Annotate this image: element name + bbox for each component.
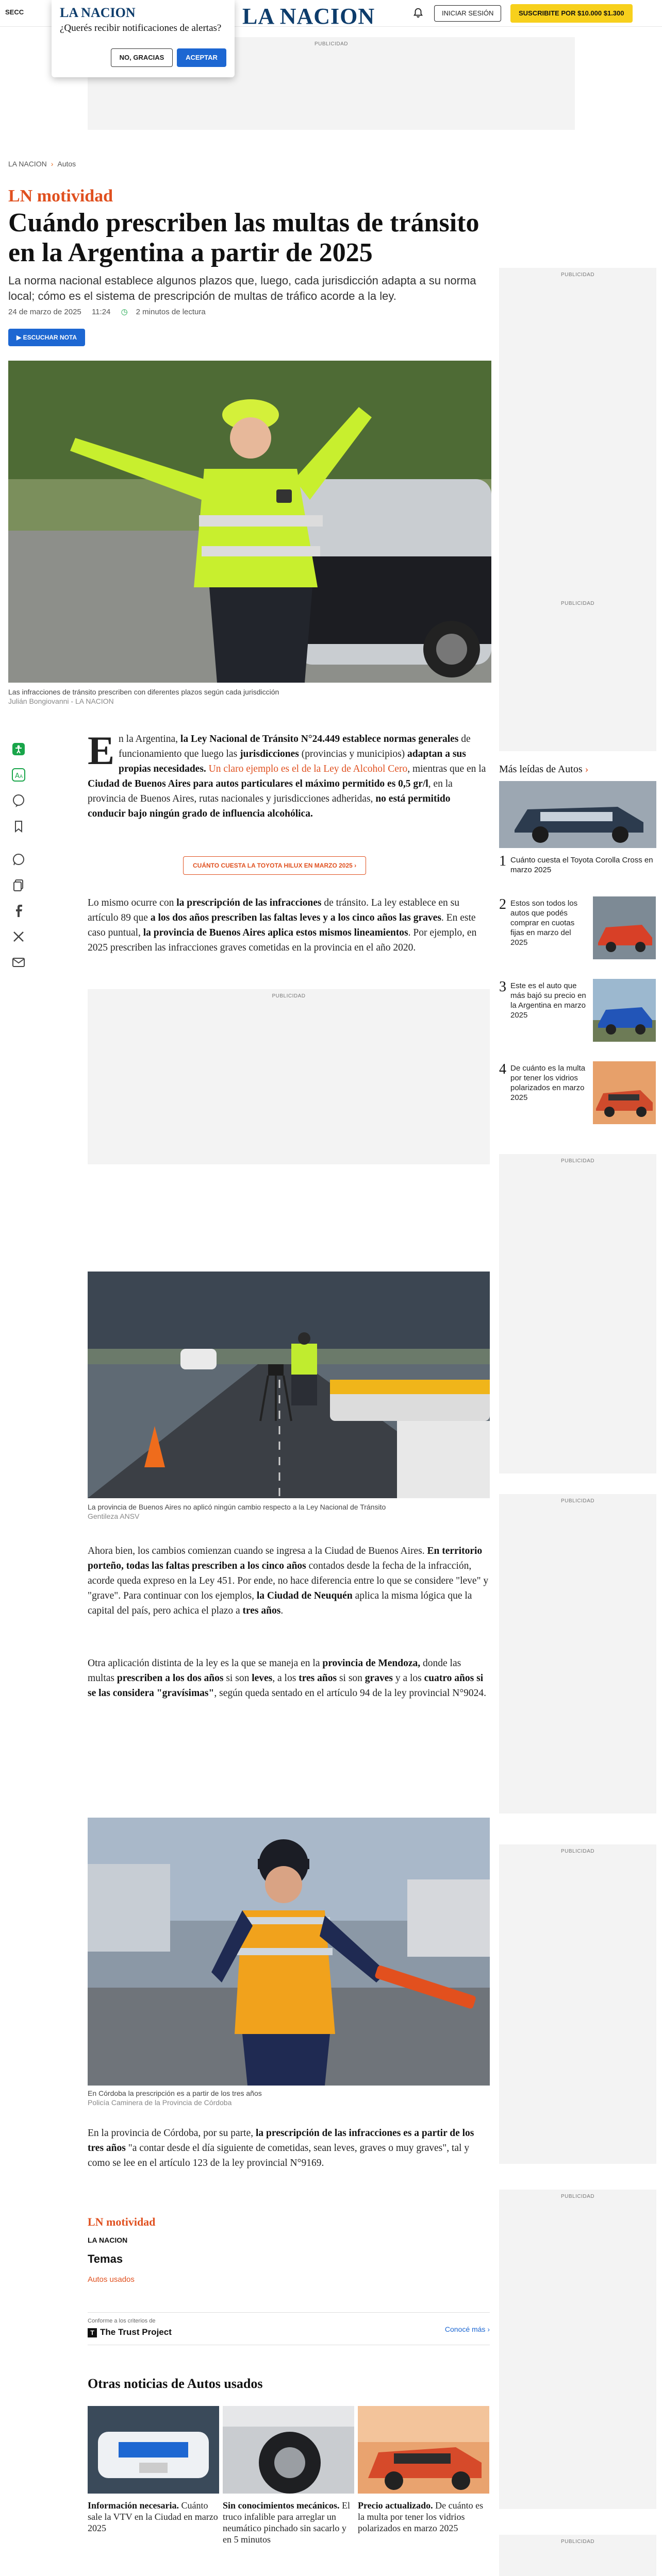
card-bold: Información necesaria. bbox=[88, 2500, 179, 2511]
card-rest: Cuánto sale la VTV en la Ciudad en marzo 2025 bbox=[88, 2500, 218, 2533]
notification-logo: LA NACION bbox=[60, 5, 136, 20]
rank-text: Este es el auto que más bajó su precio en la Argentina en marzo 2025 bbox=[510, 981, 586, 1020]
traffic-officer-image bbox=[8, 361, 491, 683]
svg-text:A: A bbox=[20, 774, 23, 779]
bold-text: la Ley Nacional de Tránsito N°24.449 establece normas generales bbox=[180, 734, 459, 744]
bold-text: graves bbox=[365, 1673, 393, 1684]
ad-label: PUBLICIDAD bbox=[560, 601, 594, 606]
accept-notifications-button[interactable]: ACEPTAR bbox=[177, 48, 226, 67]
notification-question: ¿Querés recibir notificaciones de alertas? bbox=[60, 23, 222, 33]
bold-text: no está permitido conducir bajo ningún grado de influencia alcohólica. bbox=[88, 793, 451, 819]
rank-number: 2 bbox=[499, 896, 506, 912]
bell-icon[interactable] bbox=[412, 7, 424, 19]
paragraph-3 bbox=[88, 1544, 490, 1618]
footer-section-logo[interactable]: LN motividad bbox=[88, 2215, 156, 2228]
ad-sidebar-5[interactable] bbox=[499, 1844, 656, 2164]
card-rest: De cuánto es la multa por tener los vidrios polarizados en marzo 2025 bbox=[358, 2500, 484, 2533]
text: . En este caso puntual, bbox=[88, 912, 476, 938]
cordoba-officer-image bbox=[88, 1818, 490, 2086]
rank-number: 4 bbox=[499, 1061, 506, 1077]
text: . bbox=[280, 1605, 284, 1616]
accessibility-icon[interactable] bbox=[11, 742, 26, 756]
article-meta bbox=[8, 307, 214, 316]
ad-label: PUBLICIDAD bbox=[560, 1498, 594, 1504]
paragraph-2 bbox=[88, 895, 490, 955]
notification-prompt bbox=[52, 0, 235, 77]
text: si son bbox=[223, 1673, 252, 1684]
card-text bbox=[223, 2500, 354, 2545]
ad-label: PUBLICIDAD bbox=[560, 2194, 594, 2199]
bold-text: tres años bbox=[242, 1605, 281, 1616]
breadcrumb bbox=[8, 160, 76, 168]
x-twitter-icon[interactable] bbox=[11, 929, 26, 944]
bold-text: provincia de Mendoza, bbox=[322, 1658, 421, 1669]
trust-icon: T bbox=[88, 2328, 97, 2337]
bold-text: la prescripción de las infracciones es a partir de los tres años bbox=[88, 2128, 474, 2154]
bold-text: a los dos años prescriben las faltas leves y a los cinco años las graves bbox=[150, 912, 441, 923]
most-read-title[interactable] bbox=[499, 764, 588, 775]
text: de funcionamiento que luego las bbox=[119, 734, 471, 759]
news-card[interactable] bbox=[223, 2406, 354, 2545]
topic-link[interactable]: Autos usados bbox=[88, 2275, 135, 2284]
reading-time: 2 minutos de lectura bbox=[136, 308, 206, 316]
text: , a los bbox=[272, 1673, 299, 1684]
ad-label: PUBLICIDAD bbox=[560, 1158, 594, 1164]
bold-text: la Ciudad de Neuquén bbox=[256, 1590, 353, 1601]
topics-title: Temas bbox=[88, 2252, 123, 2265]
rank-thumbnail bbox=[593, 1061, 656, 1124]
text: de tránsito. La ley establece en su artículo 89 que bbox=[88, 897, 459, 923]
listen-article-button[interactable] bbox=[8, 329, 85, 346]
most-read-item[interactable] bbox=[499, 979, 656, 1046]
comments-icon[interactable] bbox=[11, 793, 26, 808]
trust-project-box bbox=[88, 2312, 490, 2345]
rank-text: Cuánto cuesta el Toyota Corolla Cross en marzo 2025 bbox=[510, 856, 653, 874]
article-time: 11:24 bbox=[91, 308, 111, 316]
radar-photo[interactable] bbox=[88, 1272, 490, 1498]
play-icon: ▶ bbox=[16, 334, 23, 341]
card-image bbox=[88, 2406, 219, 2494]
trust-name: The Trust Project bbox=[100, 2327, 172, 2337]
most-read-featured[interactable] bbox=[499, 781, 656, 910]
caption-credit: Julián Bongiovanni - LA NACION bbox=[8, 697, 114, 705]
bold-text: jurisdicciones bbox=[240, 749, 299, 759]
bold-text: En territorio porteño, todas las faltas prescriben a los cinco años bbox=[88, 1546, 483, 1571]
ad-sidebar-2[interactable] bbox=[499, 597, 656, 751]
rail-divider bbox=[11, 845, 27, 852]
login-button[interactable]: INICIAR SESIÓN bbox=[434, 5, 501, 22]
ad-label: PUBLICIDAD bbox=[272, 993, 306, 999]
clock-icon: ◷ bbox=[121, 308, 128, 316]
bold-text: la provincia de Buenos Aires aplica estos mismos lineamientos bbox=[143, 927, 408, 938]
facebook-icon[interactable] bbox=[11, 904, 26, 918]
svg-text:A: A bbox=[15, 772, 20, 780]
ad-sidebar-7[interactable] bbox=[499, 2535, 656, 2576]
main-photo[interactable] bbox=[8, 361, 491, 683]
bold-text: cuatro años si se las considera "gravísimas" bbox=[88, 1673, 484, 1699]
dropcap: E bbox=[88, 728, 115, 773]
caption-credit: Gentileza ANSV bbox=[88, 1512, 140, 1520]
bold-text: prescriben a los dos años bbox=[117, 1673, 224, 1684]
decline-notifications-button[interactable]: NO, GRACIAS bbox=[111, 48, 173, 67]
main-photo-caption bbox=[8, 687, 491, 706]
ad-sidebar-6[interactable] bbox=[499, 2190, 656, 2509]
bookmark-icon[interactable] bbox=[11, 819, 26, 834]
breadcrumb-section[interactable]: Autos bbox=[57, 160, 76, 168]
trust-project-logo bbox=[88, 2327, 172, 2337]
ad-label: PUBLICIDAD bbox=[560, 1849, 594, 1854]
chevron-right-icon: › bbox=[585, 764, 589, 775]
listen-label: ESCUCHAR NOTA bbox=[23, 334, 77, 341]
section-name: motividad bbox=[37, 187, 113, 206]
card-bold: Precio actualizado. bbox=[358, 2500, 433, 2511]
article-date: 24 de marzo de 2025 bbox=[8, 308, 81, 316]
ad-label: PUBLICIDAD bbox=[560, 272, 594, 278]
cordoba-photo[interactable] bbox=[88, 1818, 490, 2086]
card-text bbox=[88, 2500, 219, 2534]
card-rest: El truco infalible para arreglar un neumático pinchado sin sacarlo y en 5 minutos bbox=[223, 2500, 350, 2545]
other-news-title: Otras noticias de Autos usados bbox=[88, 2376, 263, 2391]
text: Otra aplicación distinta de la ley es la que se maneja en la bbox=[88, 1658, 323, 1669]
rank-thumbnail bbox=[593, 896, 656, 959]
featured-car-image bbox=[499, 781, 656, 848]
text: aplica la misma lógica que la capital del país, pero achica el plazo a bbox=[88, 1590, 472, 1616]
ad-sidebar-1[interactable] bbox=[499, 268, 656, 598]
rank-number: 3 bbox=[499, 979, 506, 995]
text: , mientras que en la bbox=[407, 764, 486, 774]
text: . Por ejemplo, en 2025 prescriben las infracciones graves cometidas en la provincia en el año 2020. bbox=[88, 927, 477, 953]
rank-text: De cuánto es la multa por tener los vidrios polarizados en marzo 2025 bbox=[510, 1064, 586, 1102]
radar-photo-caption bbox=[88, 1502, 490, 1521]
text: (provincias y municipios) bbox=[299, 749, 408, 759]
cordoba-photo-caption bbox=[88, 2089, 490, 2107]
paragraph-1 bbox=[88, 728, 490, 821]
bold-text: leves bbox=[252, 1673, 273, 1684]
trust-criteria-text: Conforme a los criterios de bbox=[88, 2318, 156, 2324]
text: si son bbox=[337, 1673, 365, 1684]
sections-menu-button[interactable]: SECC bbox=[5, 8, 24, 16]
ad-sidebar-3[interactable] bbox=[499, 1154, 656, 1473]
rank-number: 1 bbox=[499, 853, 506, 869]
speed-radar-image bbox=[88, 1272, 490, 1498]
text: Ahora bien, los cambios comienzan cuando se ingresa a la Ciudad de Buenos Aires. bbox=[88, 1546, 427, 1556]
caption-text: Las infracciones de tránsito prescriben con diferentes plazos según cada jurisdicción bbox=[8, 688, 279, 696]
most-read-item[interactable] bbox=[499, 1061, 656, 1128]
section-logo[interactable] bbox=[8, 187, 113, 206]
most-read-label: Más leídas de Autos bbox=[499, 764, 583, 775]
alcohol-law-link[interactable]: Un claro ejemplo es el de la Ley de Alcohol Cero bbox=[206, 764, 408, 774]
article-lead: La norma nacional establece algunos plazos que, luego, cada jurisdicción adapta a su norma local; cómo es el sistema de prescripción de multas de tráfico acorde a la ley. bbox=[8, 274, 476, 302]
breadcrumb-separator: › bbox=[51, 160, 54, 168]
site-logo[interactable]: LA NACION bbox=[242, 4, 375, 29]
caption-credit: Policía Caminera de la Provincia de Córdoba bbox=[88, 2098, 232, 2107]
ad-sidebar-4[interactable] bbox=[499, 1494, 656, 1814]
bold-text: la prescripción de las infracciones bbox=[176, 897, 322, 908]
text-size-icon[interactable] bbox=[11, 768, 26, 782]
text: n la Argentina, bbox=[119, 734, 180, 744]
ad-label: PUBLICIDAD bbox=[560, 2539, 594, 2545]
text: donde las multas bbox=[88, 1658, 461, 1684]
text: En la provincia de Córdoba, por su parte, bbox=[88, 2128, 256, 2139]
rank-text: Estos son todos los autos que podés comprar en cuotas fijas en marzo del 2025 bbox=[510, 899, 578, 947]
caption-text: La provincia de Buenos Aires no aplicó ningún cambio respecto a la Ley Nacional de Tránsito bbox=[88, 1503, 386, 1511]
most-read-item[interactable] bbox=[499, 896, 656, 963]
text: , según queda sentado en el artículo 94 de la ley provincial N°9024. bbox=[214, 1688, 487, 1699]
author-label[interactable]: LA NACION bbox=[88, 2236, 128, 2244]
text: "a contar desde el día siguiente de cometidas, sean leves, graves o muy graves", tal y como se lee en el artículo 123 de la ley provincial N°9169. bbox=[88, 2143, 470, 2168]
copy-link-icon[interactable] bbox=[11, 878, 26, 892]
article-headline: Cuándo prescriben las multas de tránsito en la Argentina a partir de 2025 bbox=[8, 208, 479, 267]
news-card[interactable] bbox=[88, 2406, 219, 2534]
card-bold: Sin conocimientos mecánicos. bbox=[223, 2500, 340, 2511]
ad-inline-1[interactable] bbox=[88, 989, 490, 1164]
card-text bbox=[358, 2500, 489, 2534]
breadcrumb-home[interactable]: LA NACION bbox=[8, 160, 47, 168]
whatsapp-icon[interactable] bbox=[11, 852, 26, 867]
text: Lo mismo ocurre con bbox=[88, 897, 177, 908]
rank-thumbnail bbox=[593, 979, 656, 1042]
caption-text: En Córdoba la prescripción es a partir de los tres años bbox=[88, 2089, 262, 2097]
news-card[interactable] bbox=[358, 2406, 489, 2534]
bold-text: tres años bbox=[299, 1673, 337, 1684]
bold-text: Ciudad de Buenos Aires para autos particulares el máximo permitido es 0,5 gr/l bbox=[88, 778, 428, 789]
paragraph-4 bbox=[88, 1656, 490, 1701]
section-prefix: LN bbox=[8, 187, 33, 206]
paragraph-5 bbox=[88, 2126, 490, 2171]
share-rail bbox=[11, 742, 27, 981]
text: contados desde la fecha de la infracción, acorde queda expreso en la Ley 451. Por ende, no hace diferencia entre lo que se considere "leve" y "grave". Para continuar con los ejemplos, bbox=[88, 1561, 489, 1601]
email-icon[interactable] bbox=[11, 955, 26, 970]
card-image bbox=[223, 2406, 354, 2494]
text: y a los bbox=[392, 1673, 424, 1684]
subscribe-button[interactable]: SUSCRIBITE POR $10.000 $1.300 bbox=[510, 4, 633, 23]
bold-text: adaptan a sus propias necesidades. bbox=[119, 749, 466, 774]
ad-label: PUBLICIDAD bbox=[314, 41, 348, 47]
trust-more-link[interactable]: Conocé más › bbox=[444, 2325, 490, 2333]
related-article-button[interactable]: CUÁNTO CUESTA LA TOYOTA HILUX EN MARZO 2025 › bbox=[183, 856, 366, 875]
card-image bbox=[358, 2406, 489, 2494]
text: , en la provincia de Buenos Aires, rutas nacionales y jurisdicciones adheridas, bbox=[88, 778, 453, 804]
